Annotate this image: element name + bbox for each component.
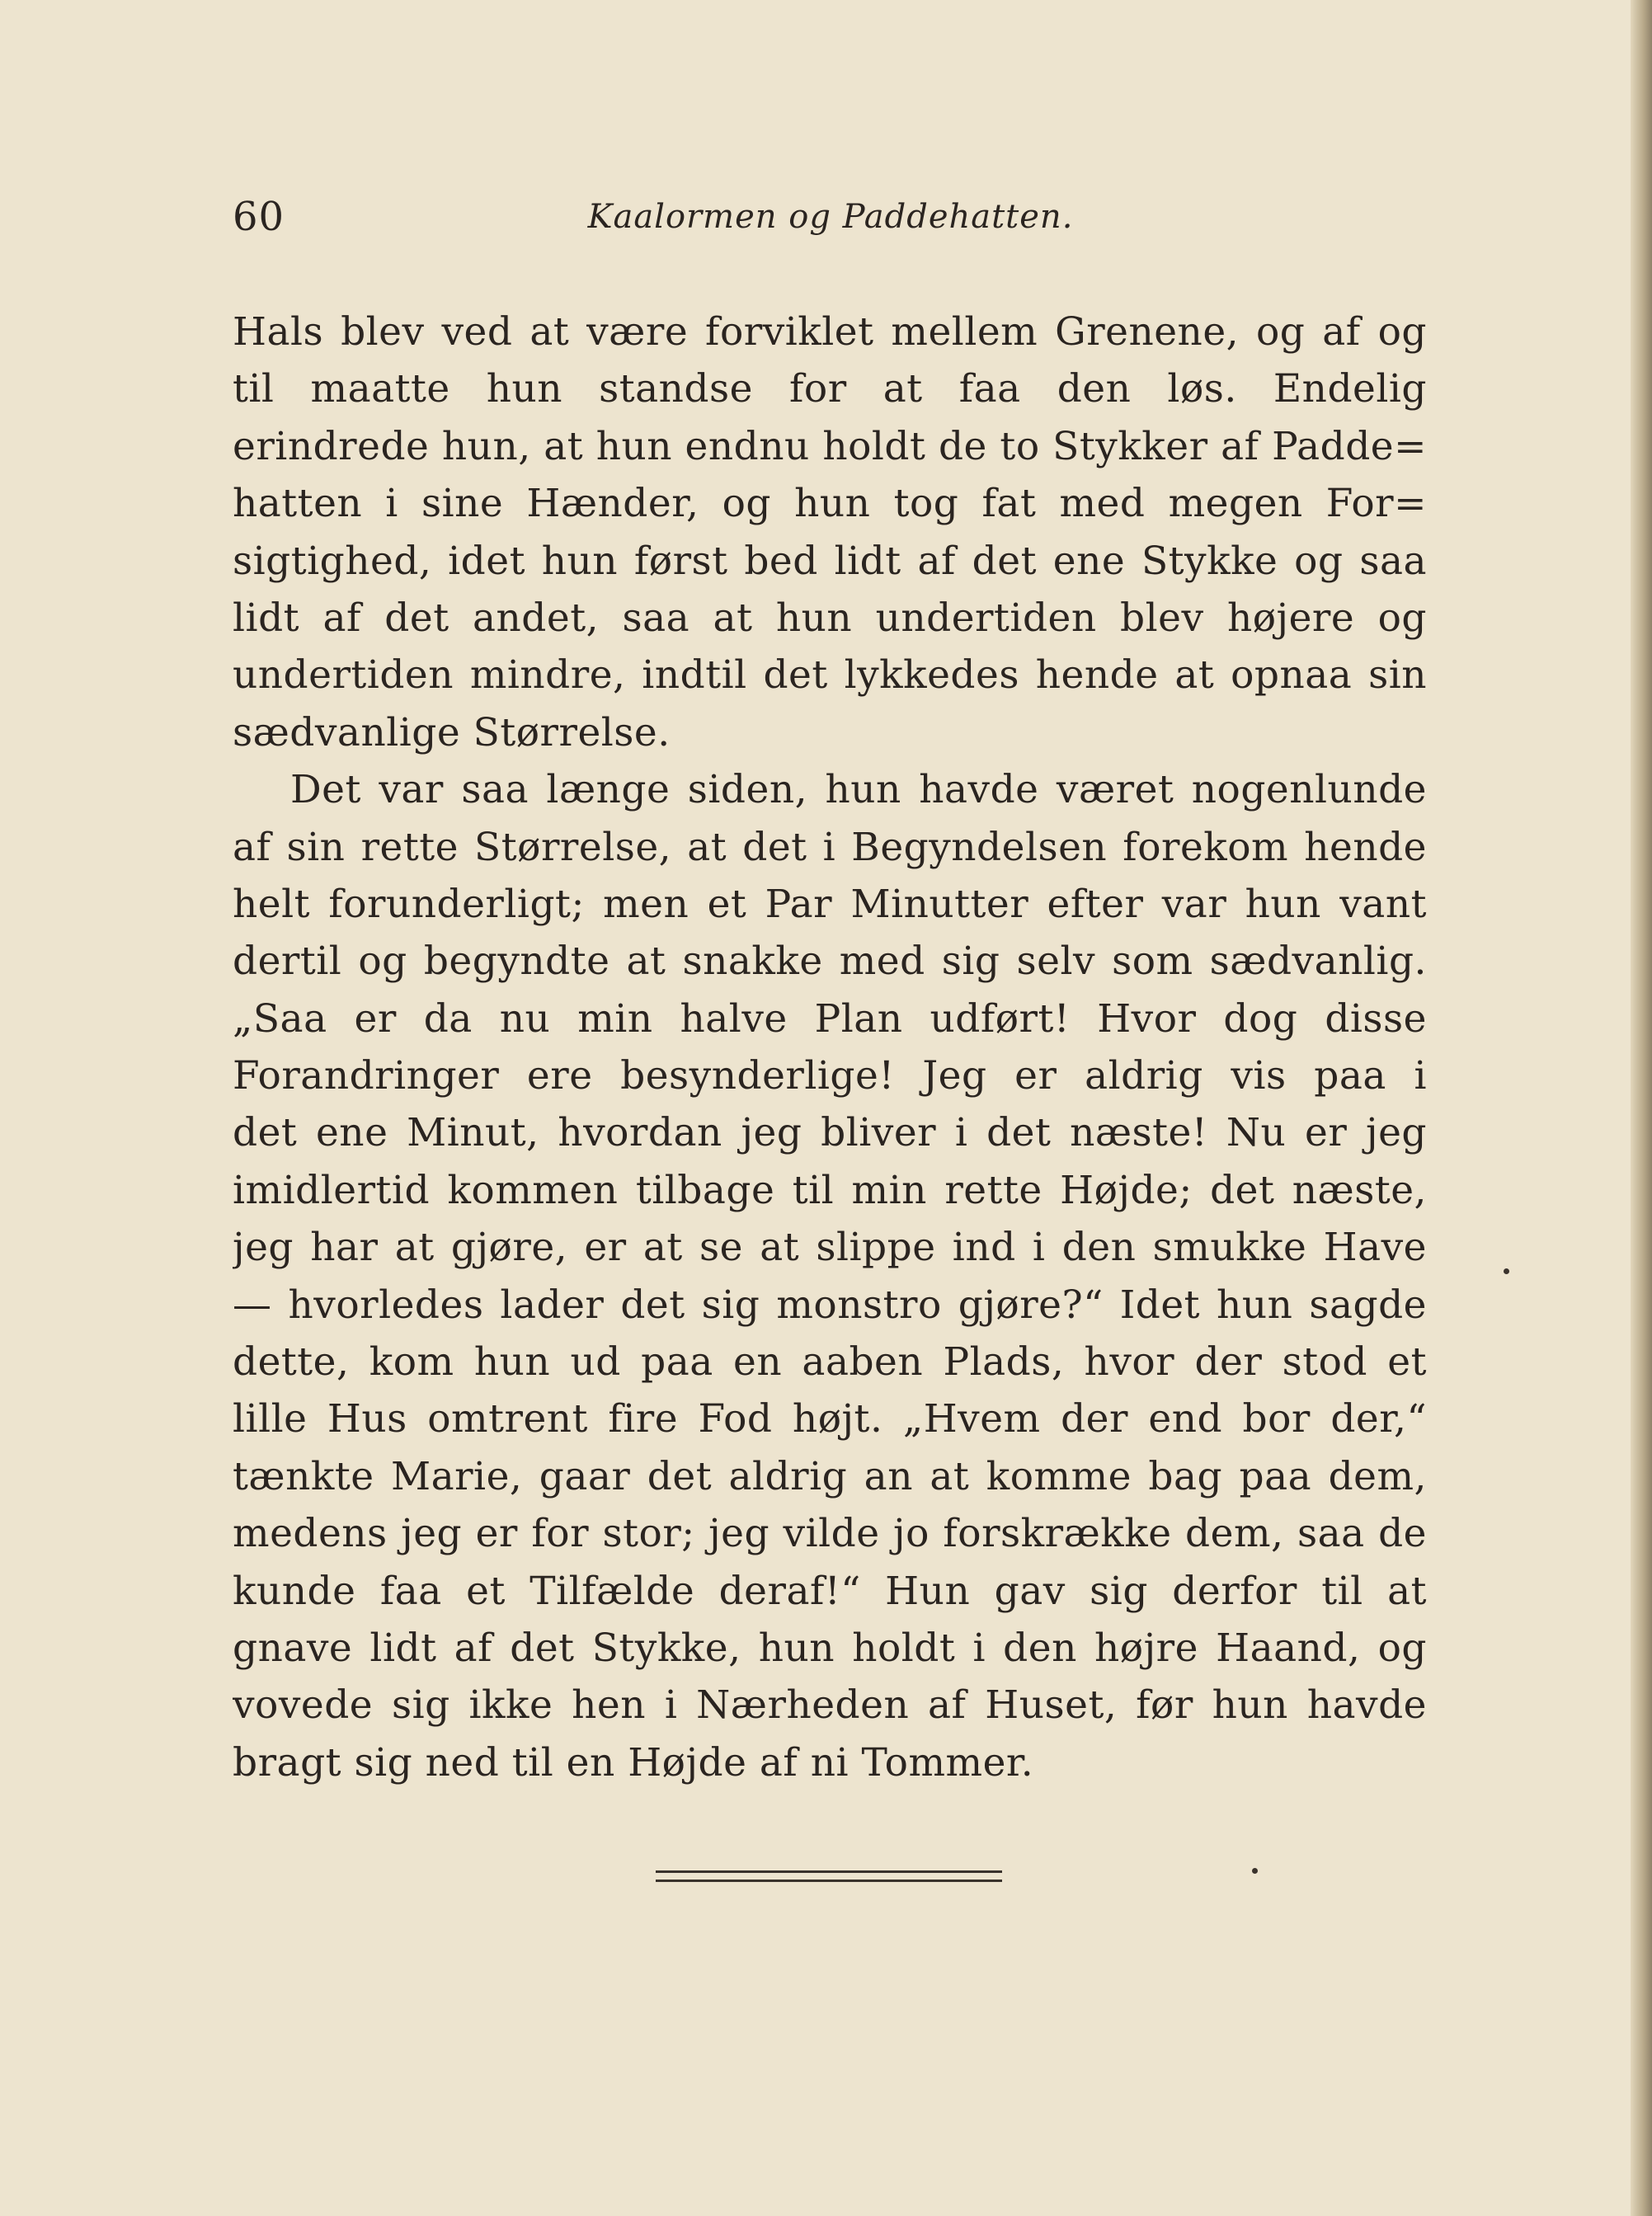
paragraph-2	[233, 761, 1427, 1791]
text-line: dette, kom hun ud paa en aaben Plads, hvor der stod et	[233, 1339, 1427, 1386]
text-line: sigtighed, idet hun først bed lidt af det ene Stykke og saa	[233, 538, 1427, 584]
ink-speck	[1252, 1868, 1258, 1874]
text-line: helt forunderligt; men et Par Minutter efter var hun vant	[233, 881, 1427, 927]
text-line: lidt af det andet, saa at hun undertiden blev højere og	[233, 595, 1427, 641]
text-line: undertiden mindre, indtil det lykkedes hende at opnaa sin	[233, 652, 1427, 699]
text-line: bragt sig ned til en Højde af ni Tommer.	[233, 1739, 1034, 1786]
ink-speck	[1504, 1268, 1509, 1274]
text-line: „Saa er da nu min halve Plan udført! Hvor dog disse	[233, 995, 1427, 1042]
text-line: gnave lidt af det Stykke, hun holdt i den højre Haand, og	[233, 1625, 1427, 1671]
paragraph-1	[233, 303, 1427, 761]
text-line: imidlertid kommen tilbage til min rette Højde; det næste,	[233, 1167, 1427, 1213]
text-line: dertil og begyndte at snakke med sig selv som sædvanlig.	[233, 939, 1427, 985]
running-title: Kaalormen og Paddehatten.	[587, 198, 1074, 236]
text-line: til maatte hun standse for at faa den løs. Endelig	[233, 366, 1427, 412]
text-line: det ene Minut, hvordan jeg bliver i det næste! Nu er jeg	[233, 1110, 1427, 1156]
text-line: Hals blev ved at være forviklet mellem Grenene, og af og	[233, 309, 1427, 355]
text-line: jeg har at gjøre, er at se at slippe ind i den smukke Have	[233, 1225, 1427, 1271]
text-line: medens jeg er for stor; jeg vilde jo forskrække dem, saa de	[233, 1511, 1427, 1557]
text-line: lille Hus omtrent fire Fod højt. „Hvem der end bor der,“	[233, 1396, 1427, 1442]
text-line: erindrede hun, at hun endnu holdt de to Stykker af Padde=	[233, 423, 1427, 469]
body-text	[233, 303, 1427, 1791]
page-edge-shadow	[1631, 0, 1652, 2216]
text-line: hatten i sine Hænder, og hun tog fat med megen For=	[233, 481, 1427, 527]
text-line: sædvanlige Størrelse.	[233, 709, 671, 755]
text-line: kunde faa et Tilfælde deraf!“ Hun gav sig derfor til at	[233, 1568, 1427, 1614]
end-rule	[656, 1870, 1002, 1882]
text-line: af sin rette Størrelse, at det i Begyndelsen forekom hende	[233, 824, 1427, 870]
text-line: Det var saa længe siden, hun havde været nogenlunde	[290, 767, 1427, 813]
text-line: tænkte Marie, gaar det aldrig an at komme bag paa dem,	[233, 1453, 1427, 1499]
page-number: 60	[233, 194, 285, 240]
text-line: — hvorledes lader det sig monstro gjøre?“ Idet hun sagde	[233, 1282, 1427, 1328]
text-line: vovede sig ikke hen i Nærheden af Huset, før hun havde	[233, 1682, 1427, 1729]
text-line: Forandringer ere besynderlige! Jeg er aldrig vis paa i	[233, 1053, 1427, 1099]
page-header	[233, 188, 1428, 246]
